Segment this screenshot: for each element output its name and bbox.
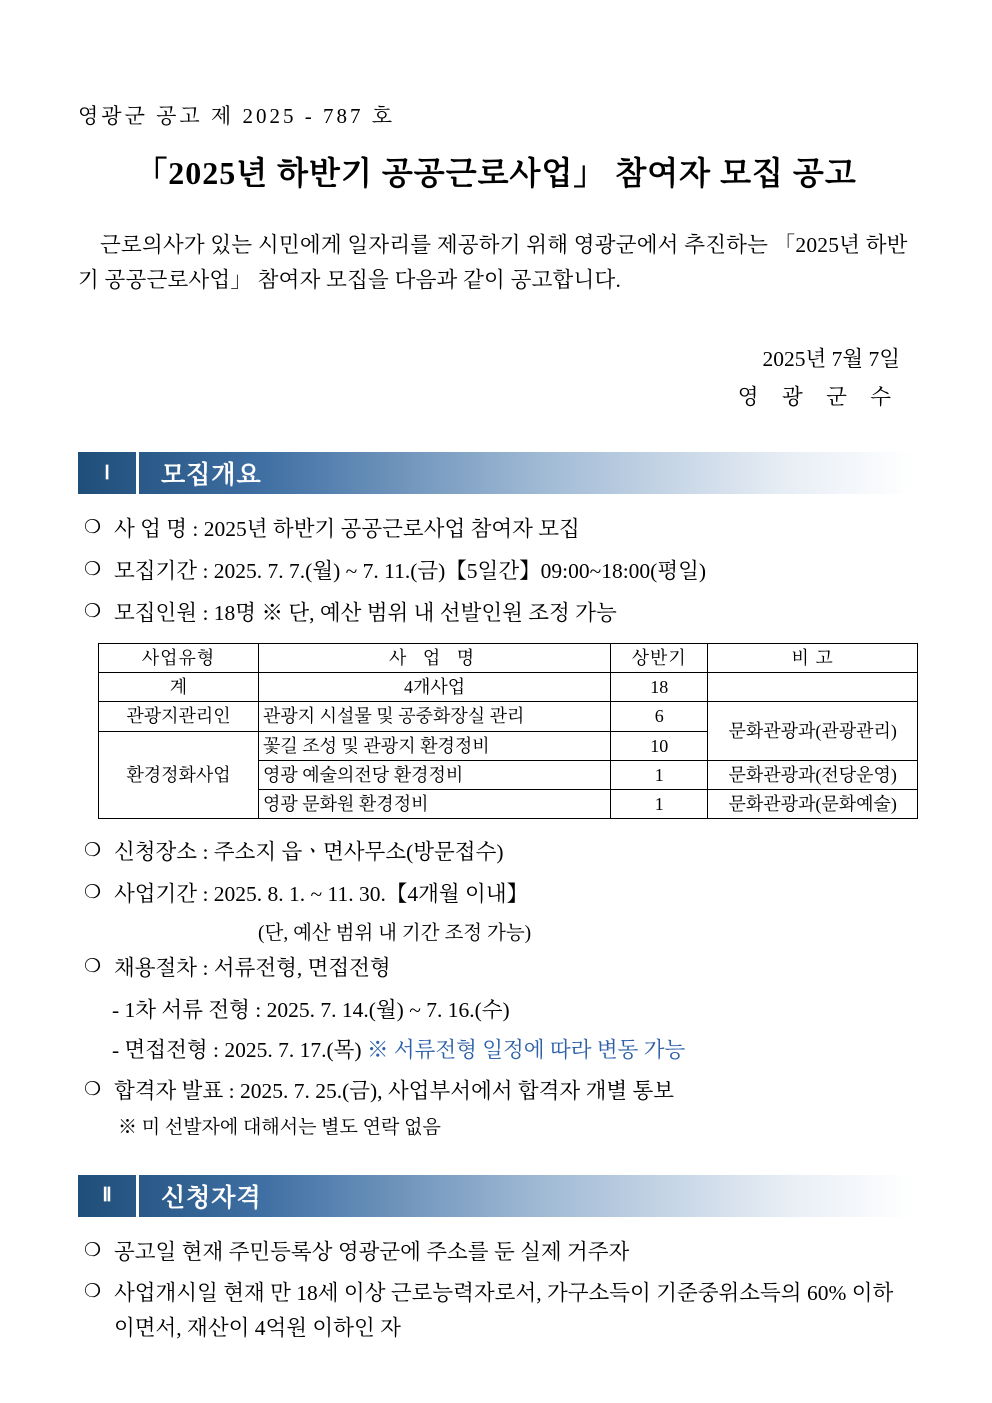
process-step-2-label: - 면접전형 : 2025. 7. 17.(목) xyxy=(112,1038,367,1063)
bullet-icon: ❍ xyxy=(84,882,102,904)
list-item-label: 모집인원 : 18명 ※ 단, 예산 범위 내 선발인원 조정 가능 xyxy=(114,600,617,625)
list-item xyxy=(78,1074,914,1109)
column-header-name: 사 업 명 xyxy=(258,643,610,672)
bullet-icon: ❍ xyxy=(84,840,102,862)
result-note: ※ 미 선발자에 대해서는 별도 연락 없음 xyxy=(118,1116,441,1138)
list-item-label: 합격자 발표 : 2025. 7. 25.(금), 사업부서에서 합격자 개별 통보 xyxy=(114,1078,675,1103)
list-item xyxy=(78,596,914,631)
table-header-row xyxy=(99,643,918,672)
section-1-list-top xyxy=(78,512,914,630)
list-item xyxy=(78,835,914,870)
cell-name: 영광 문화원 환경정비 xyxy=(258,790,610,819)
list-item xyxy=(78,512,914,547)
cell-count: 1 xyxy=(611,790,708,819)
list-item xyxy=(78,1276,914,1346)
list-item-label: 사 업 명 : 2025년 하반기 공공근로사업 참여자 모집 xyxy=(114,517,580,542)
list-item xyxy=(78,877,914,912)
list-item xyxy=(78,951,914,986)
table-row xyxy=(99,702,918,731)
section-1-list-bottom xyxy=(78,835,914,912)
cell-count: 6 xyxy=(611,702,708,731)
section-1-result xyxy=(78,1074,914,1109)
process-step-2-note: ※ 서류전형 일정에 따라 변동 가능 xyxy=(366,1038,686,1063)
list-item-label: 사업기간 : 2025. 8. 1. ~ 11. 30.【4개월 이내】 xyxy=(114,882,529,907)
list-item-label: 사업개시일 현재 만 18세 이상 근로능력자로서, 가구소득이 기준중위소득의 60% 이하이면서, 재산이 4억원 이하인 자 xyxy=(114,1281,894,1341)
column-header-type: 사업유형 xyxy=(99,643,259,672)
section-header-2 xyxy=(78,1175,914,1217)
process-step-1: - 1차 서류 전형 : 2025. 7. 14.(월) ~ 7. 16.(수) xyxy=(112,997,510,1022)
signature-authority: 영 광 군 수 xyxy=(737,384,900,409)
list-item xyxy=(78,1235,914,1270)
bullet-icon: ❍ xyxy=(84,956,102,978)
column-header-count: 상반기 xyxy=(611,643,708,672)
business-table xyxy=(98,643,918,820)
list-item xyxy=(78,554,914,589)
bullet-icon: ❍ xyxy=(84,1281,102,1303)
table-row xyxy=(99,672,918,701)
list-item-label: 공고일 현재 주민등록상 영광군에 주소를 둔 실제 거주자 xyxy=(114,1239,630,1264)
notice-number: 영광군 공고 제 2025 - 787 호 xyxy=(78,104,395,128)
cell-note: 문화관광과(관광관리) xyxy=(708,702,918,761)
column-header-note: 비 고 xyxy=(708,643,918,672)
cell-name: 관광지 시설물 및 공중화장실 관리 xyxy=(258,702,610,731)
period-note: (단, 예산 범위 내 기간 조정 가능) xyxy=(258,923,532,945)
cell-name: 꽃길 조성 및 관광지 환경정비 xyxy=(258,731,610,760)
intro-paragraph: 근로의사가 있는 시민에게 일자리를 제공하기 위해 영광군에서 추진하는 「2025년 하반기 공공근로사업」 참여자 모집을 다음과 같이 공고합니다. xyxy=(78,233,908,293)
bullet-icon: ❍ xyxy=(84,600,102,622)
cell-type: 관광지관리인 xyxy=(99,702,259,731)
cell-note: 문화관광과(전당운영) xyxy=(708,760,918,789)
section-header-1 xyxy=(78,452,914,494)
list-item-label: 모집기간 : 2025. 7. 7.(월) ~ 7. 11.(금)【5일간】09:00~18:00(평일) xyxy=(114,559,707,584)
cell-note xyxy=(708,672,918,701)
cell-name: 영광 예술의전당 환경정비 xyxy=(258,760,610,789)
list-item-label: 채용절차 : 서류전형, 면접전형 xyxy=(114,956,391,981)
bullet-icon: ❍ xyxy=(84,1078,102,1100)
section-number-1: Ⅰ xyxy=(104,462,110,484)
signature-date: 2025년 7월 7일 xyxy=(762,346,900,371)
section-number-2: Ⅱ xyxy=(102,1185,112,1207)
cell-name: 4개사업 xyxy=(258,672,610,701)
list-item-label: 신청장소 : 주소지 읍ㆍ면사무소(방문접수) xyxy=(114,840,504,865)
section-title-1: 모집개요 xyxy=(161,462,262,490)
section-2-list xyxy=(78,1235,914,1346)
cell-type: 계 xyxy=(99,672,259,701)
section-title-2: 신청자격 xyxy=(161,1184,262,1212)
cell-type: 환경정화사업 xyxy=(99,731,259,819)
cell-count: 10 xyxy=(611,731,708,760)
bullet-icon: ❍ xyxy=(84,517,102,539)
cell-count: 1 xyxy=(611,760,708,789)
cell-note: 문화관광과(문화예술) xyxy=(708,790,918,819)
bullet-icon: ❍ xyxy=(84,1239,102,1261)
process-step-2 xyxy=(78,1033,914,1067)
page-title: 「2025년 하반기 공공근로사업」 참여자 모집 공고 xyxy=(135,155,857,191)
cell-count: 18 xyxy=(611,672,708,701)
signature-block xyxy=(78,341,914,416)
bullet-icon: ❍ xyxy=(84,559,102,581)
section-1-process xyxy=(78,951,914,986)
